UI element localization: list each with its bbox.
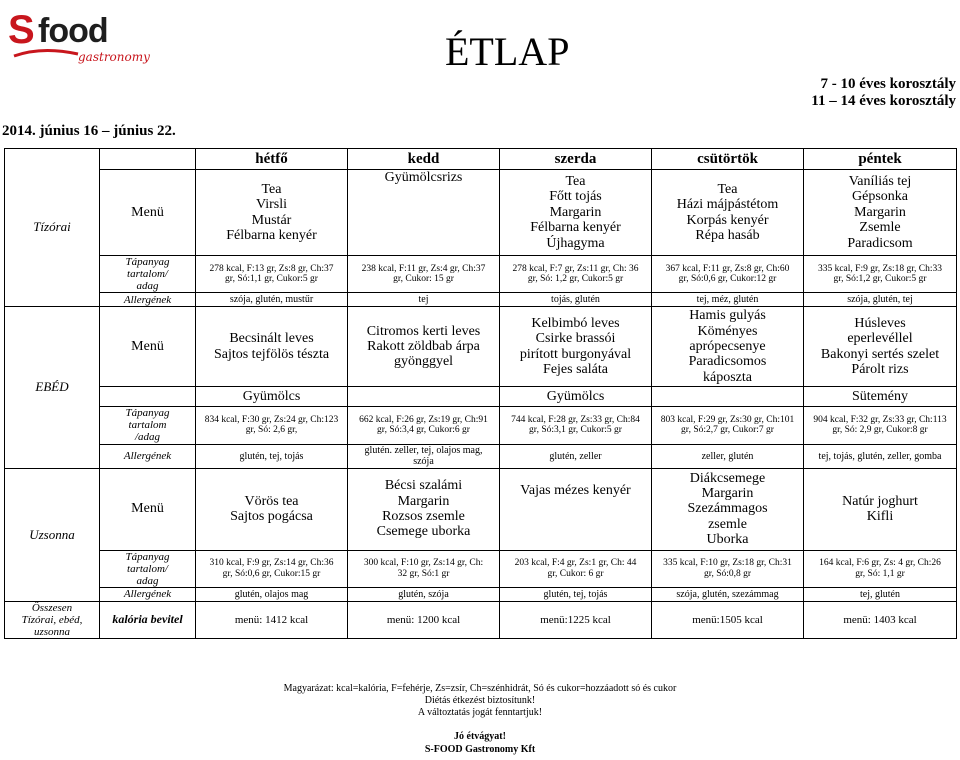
- cell-line: gr, Só: 2,6 gr,: [245, 425, 298, 436]
- day-header: kedd: [348, 149, 500, 170]
- cell-line: 834 kcal, F:30 gr, Zs:24 gr, Ch:123: [204, 414, 339, 425]
- cell-line: Diákcsemege: [689, 470, 766, 486]
- allergen-cell: [348, 444, 500, 468]
- cell-line: Rakott zöldbab árpa: [367, 339, 480, 355]
- allergen-cell: szója, glutén, mustűr: [196, 293, 348, 307]
- nutrition-cell: [500, 550, 652, 587]
- cell-line: 335 kcal, F:10 gr, Zs:18 gr, Ch:31: [663, 558, 792, 569]
- cell-line: 238 kcal, F:11 gr, Zs:4 gr, Ch:37: [361, 263, 486, 274]
- cell-line: gr, Só: 1,1 gr: [855, 568, 905, 579]
- ebed-menu-row: [5, 307, 957, 387]
- cell-line: Margarin: [854, 204, 906, 220]
- cell-line: Becsinált leves: [229, 331, 314, 347]
- cell-line: 203 kcal, F:4 gr, Zs:1 gr, Ch: 44: [514, 558, 637, 569]
- cell-line: Tea: [261, 181, 282, 197]
- menu-cell: [804, 468, 957, 550]
- logo-s-letter: S: [8, 8, 34, 52]
- cell-line: Újhagyma: [546, 235, 605, 251]
- day-header-row: [5, 149, 957, 170]
- cell-line: Paradicsomos: [688, 354, 767, 370]
- cell-line: Uborka: [706, 532, 749, 548]
- cell-line: Félbarna kenyér: [226, 227, 317, 243]
- cell-line: Gépsonka: [852, 189, 908, 205]
- cell-line: Vörös tea: [244, 493, 299, 509]
- footer-enjoy: Jó étvágyat!: [454, 731, 506, 742]
- kaloria-label: kalória bevitel: [100, 601, 196, 638]
- cell-line: pirított burgonyával: [519, 346, 632, 362]
- allergen-cell: tej, glutén: [804, 587, 957, 601]
- cell-line: glutén, zeller: [549, 450, 602, 462]
- cell-line: Csemege uborka: [376, 524, 471, 540]
- total-kcal-cell: menü: 1200 kcal: [348, 601, 500, 638]
- allergen-cell: szója, glutén, tej: [804, 293, 957, 307]
- day-header: péntek: [804, 149, 957, 170]
- nutrition-cell: [196, 407, 348, 444]
- age-group-2: 11 – 14 éves korosztály: [811, 93, 956, 109]
- cell-line: Citromos kerti leves: [366, 323, 481, 339]
- cell-line: 744 kcal, F:28 gr, Zs:33 gr, Ch:84: [511, 414, 640, 425]
- menu-cell: [196, 468, 348, 550]
- nutrition-cell: [500, 407, 652, 444]
- menu-label: Menü: [100, 468, 196, 550]
- nutrition-cell: [652, 256, 804, 293]
- cell-line: Tea: [565, 174, 586, 190]
- allergen-cell: tej: [348, 293, 500, 307]
- day-header: szerda: [500, 149, 652, 170]
- cell-line: Kelbimbó leves: [531, 316, 620, 331]
- logo-swoosh-icon: [12, 48, 82, 60]
- cell-line: gr, Só:1,2 gr, Cukor:5 gr: [833, 274, 927, 285]
- menu-cell: [348, 170, 500, 256]
- cell-line: Kifli: [866, 509, 894, 525]
- menu-cell: [652, 307, 804, 387]
- extra-cell: [652, 387, 804, 407]
- menu-label: Menü: [100, 170, 196, 256]
- menu-cell: [196, 307, 348, 387]
- cell-line: Vaníliás tej: [848, 174, 912, 190]
- menu-label: Menü: [100, 307, 196, 387]
- cell-line: Szezámmagos: [687, 501, 768, 517]
- cell-line: Répa hasáb: [695, 227, 760, 243]
- extra-cell: [348, 387, 500, 407]
- footer-change-note: A változtatás jogát fenntartjuk!: [417, 707, 543, 718]
- cell-line: Bakonyi sertés szelet: [820, 346, 940, 362]
- cell-line: Korpás kenyér: [686, 212, 769, 228]
- cell-line: Húsleves: [854, 316, 906, 331]
- menu-cell: [348, 468, 500, 550]
- cell-line: glutén, tej, tojás: [239, 450, 304, 462]
- extra-cell: Gyümölcs: [196, 387, 348, 407]
- nutrition-cell: [348, 407, 500, 444]
- nutrition-cell: [804, 256, 957, 293]
- cell-line: gr, Só: 1,2 gr, Cukor:5 gr: [527, 274, 624, 285]
- extra-spacer: [100, 387, 196, 407]
- logo-tagline: gastronomy: [78, 50, 150, 64]
- cell-line: Fejes saláta: [543, 362, 608, 378]
- cell-line: Zsemle: [859, 220, 901, 236]
- cell-line: gr, Só:1,1 gr, Cukor:5 gr: [225, 274, 318, 285]
- menu-cell: [348, 307, 500, 387]
- age-group-1: 7 - 10 éves korosztály: [820, 76, 956, 92]
- nutrition-cell: [196, 256, 348, 293]
- tizorai-allergen-row: [5, 293, 957, 307]
- menu-cell: [804, 307, 957, 387]
- nutrition-cell: [652, 550, 804, 587]
- cell-line: glutén. zeller, tej, olajos mag,: [364, 445, 483, 457]
- header-spacer: [100, 149, 196, 170]
- allergen-cell: tej, méz, glutén: [652, 293, 804, 307]
- footer-company: S-FOOD Gastronomy Kft: [424, 744, 536, 755]
- cell-line: 278 kcal, F:13 gr, Zs:8 gr, Ch:37: [209, 263, 334, 274]
- nutrition-cell: [804, 407, 957, 444]
- extra-cell: Sütemény: [804, 387, 957, 407]
- tizorai-nutrition-row: [5, 256, 957, 293]
- cell-line: 300 kcal, F:10 gr, Zs:14 gr, Ch:: [363, 558, 484, 569]
- section-osszesen: Összesen Tízórai, ebéd, uzsonna: [5, 601, 100, 638]
- ebed-allergen-row: [5, 444, 957, 468]
- allergen-label: Allergének: [100, 444, 196, 468]
- cell-line: 278 kcal, F:7 gr, Zs:11 gr, Ch: 36: [512, 263, 639, 274]
- cell-line: 164 kcal, F:6 gr, Zs: 4 gr, Ch:26: [819, 558, 941, 569]
- allergen-cell: glutén, olajos mag: [196, 587, 348, 601]
- cell-line: szója: [413, 456, 434, 468]
- cell-line: Gyümölcsrizs: [384, 170, 463, 185]
- uzsonna-allergen-row: [5, 587, 957, 601]
- menu-cell: [500, 170, 652, 256]
- cell-line: káposzta: [703, 369, 752, 385]
- cell-line: Félbarna kenyér: [530, 220, 621, 236]
- cell-line: 32 gr, Só:1 gr: [397, 568, 450, 579]
- menu-table: [4, 148, 957, 639]
- cell-line: gr, Só:2,7 gr, Cukor:7 gr: [681, 425, 774, 436]
- ebed-extra-row: [5, 387, 957, 407]
- menu-cell: [652, 170, 804, 256]
- allergen-cell: [196, 444, 348, 468]
- ebed-nutrition-row: [5, 407, 957, 444]
- cell-line: aprópecsenye: [689, 339, 766, 355]
- cell-line: Margarin: [549, 204, 602, 220]
- cell-line: eperlevéllel: [847, 331, 913, 347]
- menu-cell: [196, 170, 348, 256]
- cell-line: Sajtos pogácsa: [230, 509, 313, 525]
- total-kcal-cell: menü:1225 kcal: [500, 601, 652, 638]
- cell-line: Tea: [717, 181, 738, 197]
- cell-line: Vajas mézes kenyér: [520, 482, 631, 498]
- allergen-cell: glutén, tej, tojás: [500, 587, 652, 601]
- nutrition-cell: [500, 256, 652, 293]
- tapanyag-label: Tápanyag tartalom/ adag: [100, 550, 196, 587]
- cell-line: Natúr joghurt: [842, 493, 918, 509]
- cell-line: Margarin: [397, 493, 450, 509]
- allergen-cell: tojás, glutén: [500, 293, 652, 307]
- cell-line: gr, Só:0,6 gr, Cukor:15 gr: [222, 568, 321, 579]
- uzsonna-nutrition-row: [5, 550, 957, 587]
- allergen-cell: [804, 444, 957, 468]
- cell-line: gr, Só:3,4 gr, Cukor:6 gr: [377, 425, 470, 436]
- sfood-logo: [8, 8, 150, 66]
- section-uzsonna: Uzsonna: [5, 468, 100, 601]
- cell-line: 367 kcal, F:11 gr, Zs:8 gr, Ch:60: [665, 263, 790, 274]
- tizorai-menu-row: [5, 170, 957, 256]
- cell-line: gr, Só: 2,9 gr, Cukor:8 gr: [832, 425, 928, 436]
- cell-line: Mustár: [251, 212, 292, 228]
- allergen-cell: [500, 444, 652, 468]
- menu-cell: [500, 307, 652, 387]
- cell-line: Hamis gulyás: [689, 308, 766, 324]
- logo-food-word: food: [38, 12, 108, 50]
- cell-line: gr, Só:3,1 gr, Cukor:5 gr: [529, 425, 622, 436]
- nutrition-cell: [196, 550, 348, 587]
- cell-line: 335 kcal, F:9 gr, Zs:18 gr, Ch:33: [817, 263, 943, 274]
- cell-line: 310 kcal, F:9 gr, Zs:14 gr, Ch:36: [209, 558, 334, 569]
- cell-line: Házi májpástétom: [676, 197, 779, 213]
- cell-line: gyönggyel: [393, 354, 454, 370]
- total-kcal-cell: menü:1505 kcal: [652, 601, 804, 638]
- cell-line: gr, Cukor: 6 gr: [547, 568, 604, 579]
- allergen-cell: szója, glutén, szezámmag: [652, 587, 804, 601]
- total-row: [5, 601, 957, 638]
- cell-line: gr, Cukor: 15 gr: [393, 274, 454, 285]
- nutrition-cell: [348, 550, 500, 587]
- menu-cell: [804, 170, 957, 256]
- day-header: csütörtök: [652, 149, 804, 170]
- section-tizorai: Tízórai: [5, 149, 100, 307]
- cell-line: tej, tojás, glutén, zeller, gomba: [818, 450, 942, 462]
- menu-cell: [500, 468, 652, 550]
- total-kcal-cell: menü: 1412 kcal: [196, 601, 348, 638]
- cell-line: Csirke brassói: [535, 331, 616, 347]
- tapanyag-label: Tápanyag tartalom /adag: [100, 407, 196, 444]
- page-title: ÉTLAP: [445, 29, 570, 74]
- uzsonna-menu-row: [5, 468, 957, 550]
- cell-line: Virsli: [255, 197, 288, 213]
- cell-line: Paradicsom: [847, 235, 913, 251]
- cell-line: Sajtos tejfölös tészta: [213, 346, 330, 362]
- cell-line: Margarin: [701, 485, 754, 501]
- cell-line: 803 kcal, F:29 gr, Zs:30 gr, Ch:101: [660, 414, 795, 425]
- allergen-cell: [652, 444, 804, 468]
- menu-cell: [652, 468, 804, 550]
- allergen-label: Allergének: [100, 293, 196, 307]
- cell-line: zsemle: [708, 516, 747, 532]
- allergen-label: Allergének: [100, 587, 196, 601]
- cell-line: Főtt tojás: [549, 189, 602, 205]
- cell-line: Párolt rizs: [851, 362, 909, 378]
- footer-legend: Magyarázat: kcal=kalória, F=fehérje, Zs=zsír, Ch=szénhidrát, Só és cukor=hozzáadott só és cukor: [283, 683, 677, 694]
- cell-line: gr, Só:0,8 gr: [703, 568, 752, 579]
- cell-line: 662 kcal, F:26 gr, Zs:19 gr, Ch:91: [359, 414, 488, 425]
- extra-cell: Gyümölcs: [500, 387, 652, 407]
- cell-line: Bécsi szalámi: [384, 478, 463, 494]
- cell-line: zeller, glutén: [701, 450, 754, 462]
- nutrition-cell: [804, 550, 957, 587]
- nutrition-cell: [652, 407, 804, 444]
- date-range: 2014. június 16 – június 22.: [2, 123, 176, 139]
- cell-line: 904 kcal, F:32 gr, Zs:33 gr, Ch:113: [813, 414, 947, 425]
- allergen-cell: glutén, szója: [348, 587, 500, 601]
- footer-diet-note: Diétás étkezést biztosítunk!: [424, 695, 536, 706]
- total-kcal-cell: menü: 1403 kcal: [804, 601, 957, 638]
- tapanyag-label: Tápanyag tartalom/ adag: [100, 256, 196, 293]
- cell-line: Köményes: [697, 323, 758, 339]
- section-ebed: EBÉD: [5, 307, 100, 468]
- nutrition-cell: [348, 256, 500, 293]
- day-header: hétfő: [196, 149, 348, 170]
- cell-line: Rozsos zsemle: [382, 509, 465, 525]
- cell-line: gr, Só:0,6 gr, Cukor:12 gr: [678, 274, 777, 285]
